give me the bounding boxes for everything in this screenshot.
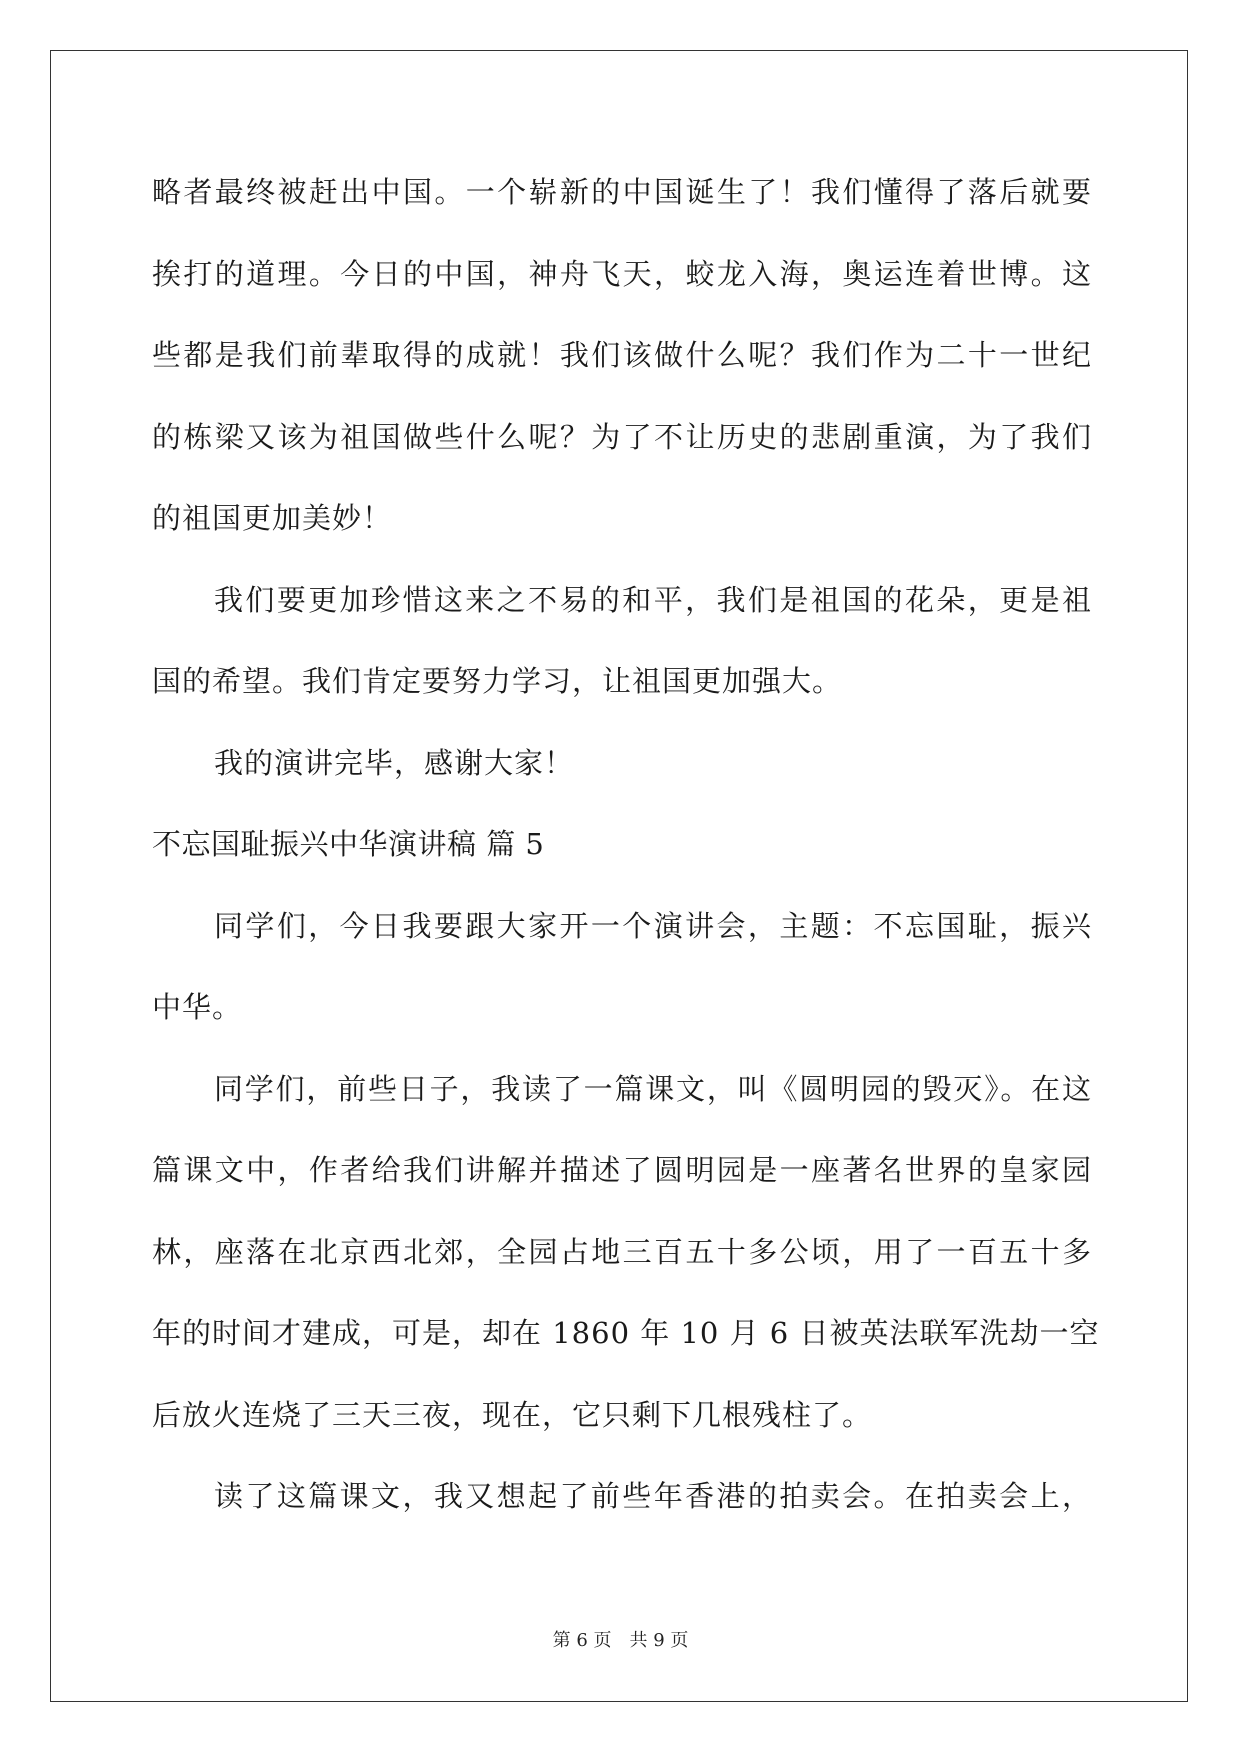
text-line: 我们要更加珍惜这来之不易的和平，我们是祖国的花朵，更是祖 — [214, 582, 1092, 617]
text-line: 中华。 — [152, 990, 243, 1024]
text-line: 的祖国更加美妙！ — [152, 501, 393, 535]
text-line: 略者最终被赶出中国。一个崭新的中国诞生了！我们懂得了落后就要 — [152, 175, 1092, 209]
section-heading: 不忘国耻振兴中华演讲稿 篇 5 — [152, 827, 545, 861]
text-line: 同学们，今日我要跟大家开一个演讲会，主题：不忘国耻，振兴 — [214, 908, 1092, 943]
page-footer — [0, 1626, 1241, 1652]
text-line: 国的希望。我们肯定要努力学习，让祖国更加强大。 — [152, 664, 843, 698]
text-line: 读了这篇课文，我又想起了前些年香港的拍卖会。在拍卖会上， — [214, 1479, 1092, 1513]
text-line: 后放火连烧了三天三夜，现在，它只剩下几根残柱了。 — [152, 1397, 873, 1432]
text-line: 的栋梁又该为祖国做些什么呢？为了不让历史的悲剧重演，为了我们 — [152, 419, 1092, 454]
page-number: 第 6 页 共 9 页 — [552, 1630, 689, 1651]
text-line: 林，座落在北京西北郊，全园占地三百五十多公顷，用了一百五十多 — [152, 1234, 1092, 1269]
text-line: 挨打的道理。今日的中国，神舟飞天，蛟龙入海，奥运连着世博。这 — [152, 256, 1092, 291]
text-line: 同学们，前些日子，我读了一篇课文，叫《圆明园的毁灭》。在这 — [214, 1071, 1092, 1106]
text-line: 年的时间才建成，可是，却在 1860 年 10 月 6 日被英法联军洗劫一空 — [152, 1316, 1100, 1350]
text-line: 篇课文中，作者给我们讲解并描述了圆明园是一座著名世界的皇家园 — [152, 1153, 1092, 1187]
text-line: 些都是我们前辈取得的成就！我们该做什么呢？我们作为二十一世纪 — [152, 338, 1092, 372]
document-body — [152, 152, 1100, 1538]
text-line: 我的演讲完毕，感谢大家！ — [214, 745, 575, 780]
